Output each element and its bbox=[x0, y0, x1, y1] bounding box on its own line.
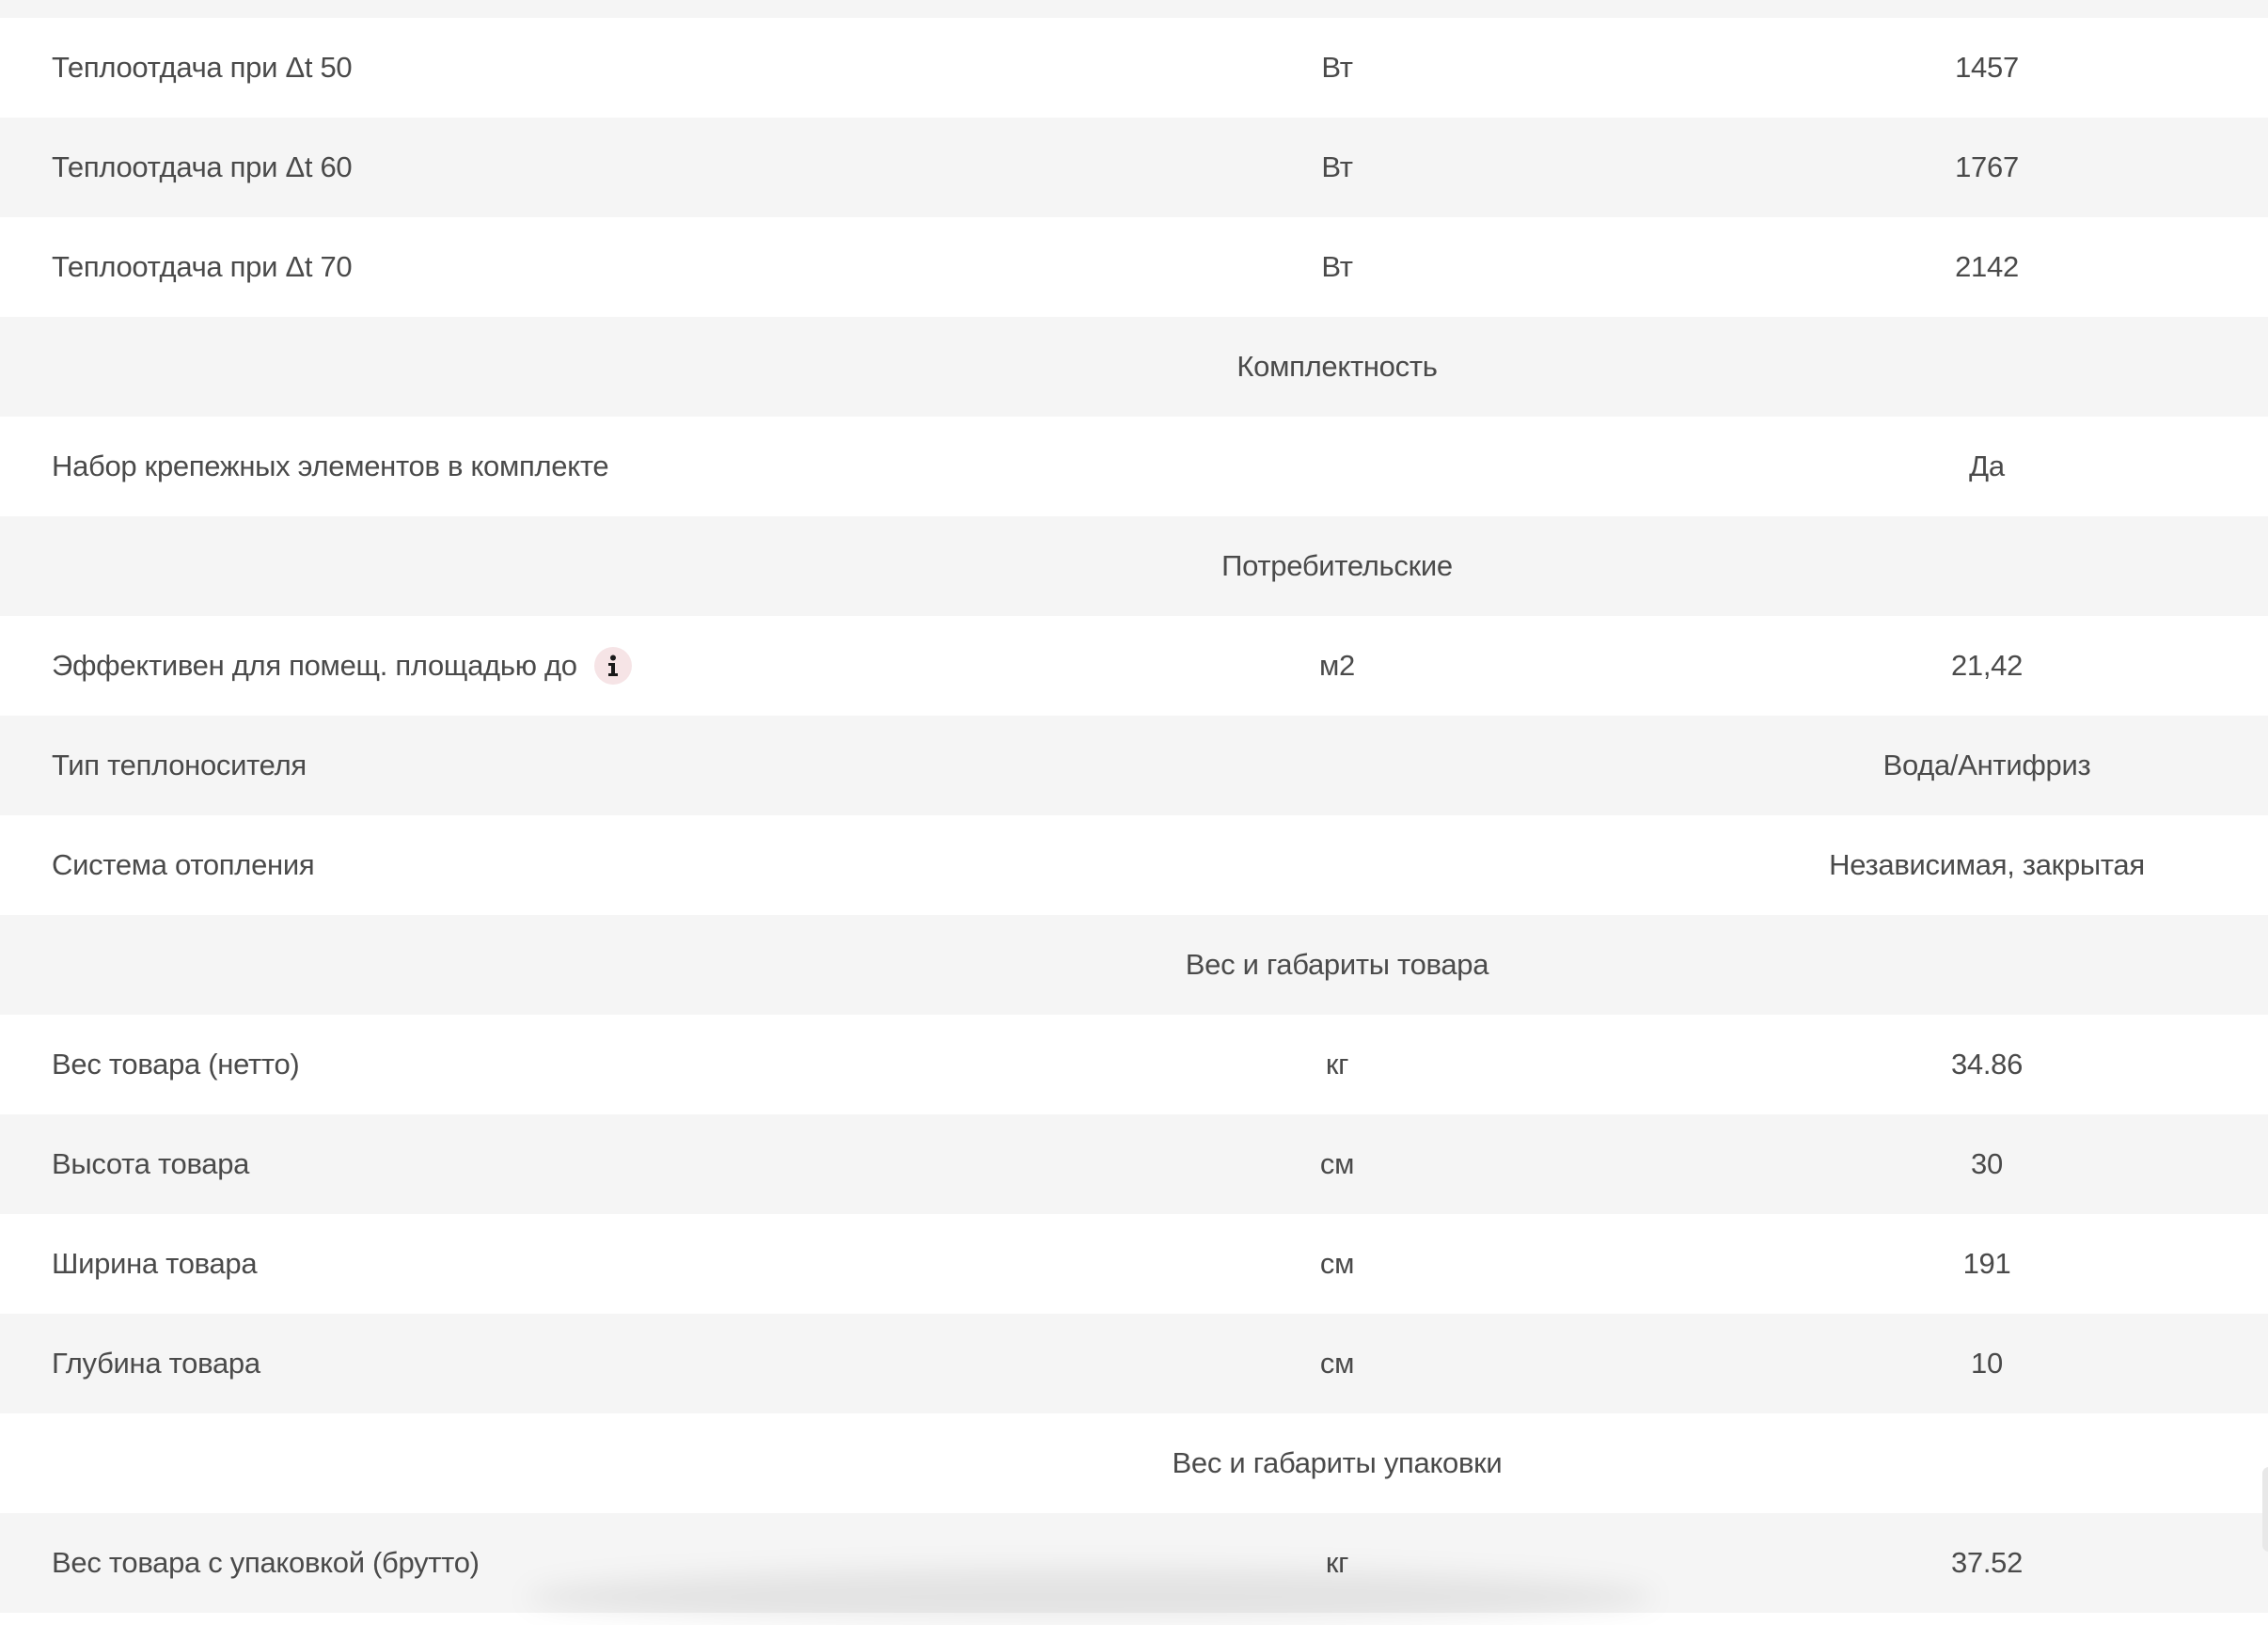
spec-row bbox=[0, 417, 2268, 516]
section-title-text: Вес и габариты товара bbox=[1185, 948, 1489, 981]
scrollbar-handle[interactable] bbox=[2262, 1467, 2268, 1552]
info-icon[interactable] bbox=[594, 647, 632, 685]
spec-value: 34.86 bbox=[1950, 1048, 2024, 1081]
spec-name-cell bbox=[52, 716, 307, 815]
spec-value: 21,42 bbox=[1950, 649, 2024, 682]
spec-row bbox=[0, 616, 2268, 716]
spec-value: 10 bbox=[1971, 1347, 2003, 1380]
spec-row bbox=[0, 1214, 2268, 1314]
spec-unit: кг bbox=[1325, 1546, 1349, 1579]
spec-name: Вес товара (нетто) bbox=[52, 1048, 300, 1081]
spec-value: 37.52 bbox=[1950, 1546, 2024, 1579]
spec-name-cell bbox=[52, 217, 352, 317]
spec-value: 2142 bbox=[1955, 250, 2019, 283]
spec-name: Ширина товара bbox=[52, 1247, 258, 1280]
spec-row bbox=[0, 217, 2268, 317]
section-title-text: Вес и габариты упаковки bbox=[1172, 1446, 1503, 1479]
spec-name-cell bbox=[52, 1314, 260, 1413]
section-header-row bbox=[0, 516, 2268, 616]
spec-row bbox=[0, 815, 2268, 915]
section-header-row bbox=[0, 1413, 2268, 1513]
spec-name: Эффективен для помещ. площадью до bbox=[52, 649, 577, 682]
spec-unit: см bbox=[1319, 1347, 1355, 1380]
spec-row bbox=[0, 1114, 2268, 1214]
spec-unit: Вт bbox=[1321, 150, 1353, 183]
spec-value: Вода/Антифриз bbox=[1882, 749, 2091, 781]
spec-name: Вес товара с упаковкой (брутто) bbox=[52, 1546, 480, 1579]
section-header-row bbox=[0, 317, 2268, 417]
spec-name-cell bbox=[52, 118, 352, 217]
spec-name: Теплоотдача при Δt 70 bbox=[52, 250, 353, 283]
spec-name-cell bbox=[52, 616, 632, 716]
spec-name: Теплоотдача при Δt 60 bbox=[52, 150, 353, 183]
spec-value: 191 bbox=[1962, 1247, 2011, 1280]
spec-name: Глубина товара bbox=[52, 1347, 260, 1380]
spec-value: 30 bbox=[1971, 1147, 2003, 1180]
spec-unit: Вт bbox=[1321, 250, 1353, 283]
spec-name-cell bbox=[52, 417, 608, 516]
spec-value: Независимая, закрытая bbox=[1829, 848, 2145, 881]
spec-row bbox=[0, 1314, 2268, 1413]
spec-name-cell bbox=[52, 1214, 257, 1314]
spec-value: Да bbox=[1969, 450, 2005, 482]
spec-name: Система отопления bbox=[52, 848, 315, 881]
section-title-text: Комплектность bbox=[1236, 350, 1438, 383]
spec-name-cell bbox=[52, 1015, 299, 1114]
section-title-text: Потребительские bbox=[1221, 549, 1453, 582]
spec-row bbox=[0, 716, 2268, 815]
floating-panel-shadow bbox=[527, 1569, 1655, 1625]
spec-name-cell bbox=[52, 815, 314, 915]
spec-value: 1767 bbox=[1955, 150, 2019, 183]
spec-row bbox=[0, 118, 2268, 217]
spec-name: Высота товара bbox=[52, 1147, 250, 1180]
spec-name: Набор крепежных элементов в комплекте bbox=[52, 450, 609, 482]
spec-unit: м2 bbox=[1319, 649, 1355, 682]
spec-rows bbox=[0, 18, 2268, 1613]
table-top-edge bbox=[0, 0, 2268, 18]
spec-unit: кг bbox=[1325, 1048, 1349, 1081]
spec-name-cell bbox=[52, 18, 352, 118]
spec-row bbox=[0, 18, 2268, 118]
section-header-row bbox=[0, 915, 2268, 1015]
spec-unit: см bbox=[1319, 1247, 1355, 1280]
spec-name-cell bbox=[52, 1513, 480, 1613]
spec-value: 1457 bbox=[1955, 51, 2019, 84]
spec-unit: см bbox=[1319, 1147, 1355, 1180]
spec-row bbox=[0, 1015, 2268, 1114]
spec-name-cell bbox=[52, 1114, 249, 1214]
spec-unit: Вт bbox=[1321, 51, 1353, 84]
spec-name: Тип теплоносителя bbox=[52, 749, 307, 781]
spec-name: Теплоотдача при Δt 50 bbox=[52, 51, 353, 84]
